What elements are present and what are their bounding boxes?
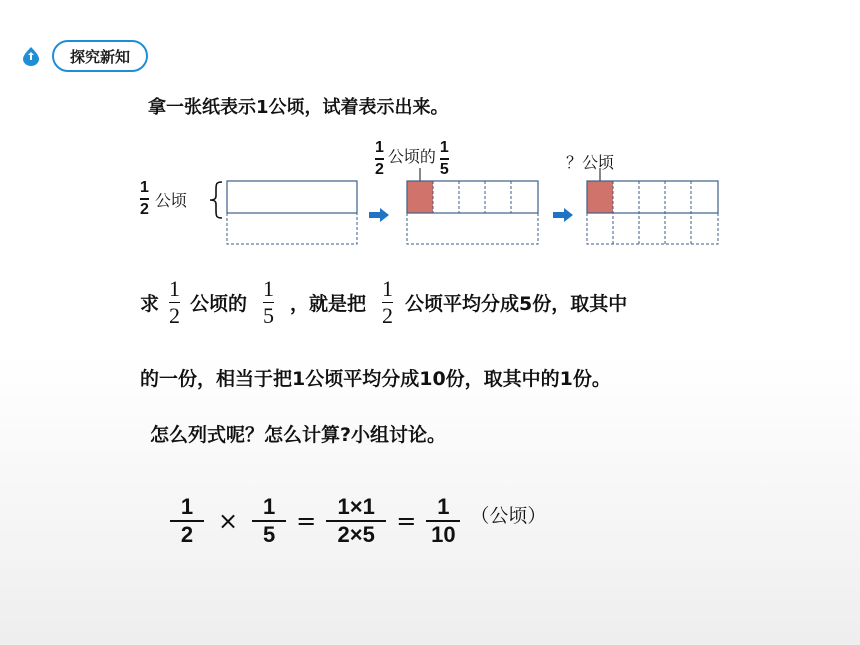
arrow-right-icon <box>368 208 390 222</box>
instruction-text: 拿一张纸表示1公顷，试着表示出来。 <box>148 97 449 118</box>
explanation-fraction-b: $\frac{1}{5}$ <box>263 276 275 328</box>
brace-icon <box>208 180 224 220</box>
explanation-fraction-a: $\frac{1}{2}$ <box>169 276 181 328</box>
fifth-of-half-diagram <box>406 180 540 246</box>
explanation-line-2: 的一份，相当于把1公顷平均分成10份，取其中的1份。 <box>140 368 611 390</box>
equals-sign: = <box>396 507 417 535</box>
left-unit-label: 公顷 <box>154 190 187 210</box>
left-half-fraction: $\frac{1}{2}$ <box>140 179 149 218</box>
right-diagram-label: ？公顷 <box>566 153 615 172</box>
middle-text-label: 公顷的 <box>387 146 436 166</box>
equals-sign: = <box>296 507 317 535</box>
equation-fraction-2: $\frac{1}{5}$ <box>252 496 286 546</box>
equation-fraction-3: $\frac{1\times 1}{2\times 5}$ <box>326 496 386 546</box>
discussion-question: 怎么列式呢？怎么计算?小组讨论。 <box>150 424 447 446</box>
equation-unit: （公顷） <box>470 504 547 527</box>
section-header-badge <box>52 40 148 72</box>
explanation-fraction-c: $\frac{1}{2}$ <box>382 276 394 328</box>
equation-fraction-4: $\frac{1}{10}$ <box>426 496 460 546</box>
tenth-hectare-diagram <box>586 180 720 246</box>
section-header-label: 探究新知 <box>69 47 130 66</box>
equation-fraction-1: $\frac{1}{2}$ <box>170 496 204 546</box>
section-drop-icon <box>22 46 40 66</box>
left-half-label <box>140 180 187 218</box>
equation <box>170 496 546 546</box>
half-hectare-diagram <box>226 180 358 246</box>
multiply-sign: × <box>218 507 239 535</box>
arrow-right-icon <box>552 208 574 222</box>
middle-fraction-1: $\frac{1}{2}$ <box>375 139 384 178</box>
middle-diagram-label <box>375 140 449 178</box>
middle-fraction-2: $\frac{1}{5}$ <box>439 139 449 178</box>
explanation-line-1: 求 $\frac{1}{2}$ 公顷的 $\frac{1}{5}$ ，就是把 $\frac{1}{2}$ 公顷平均分成5份，取其中 <box>140 276 628 328</box>
